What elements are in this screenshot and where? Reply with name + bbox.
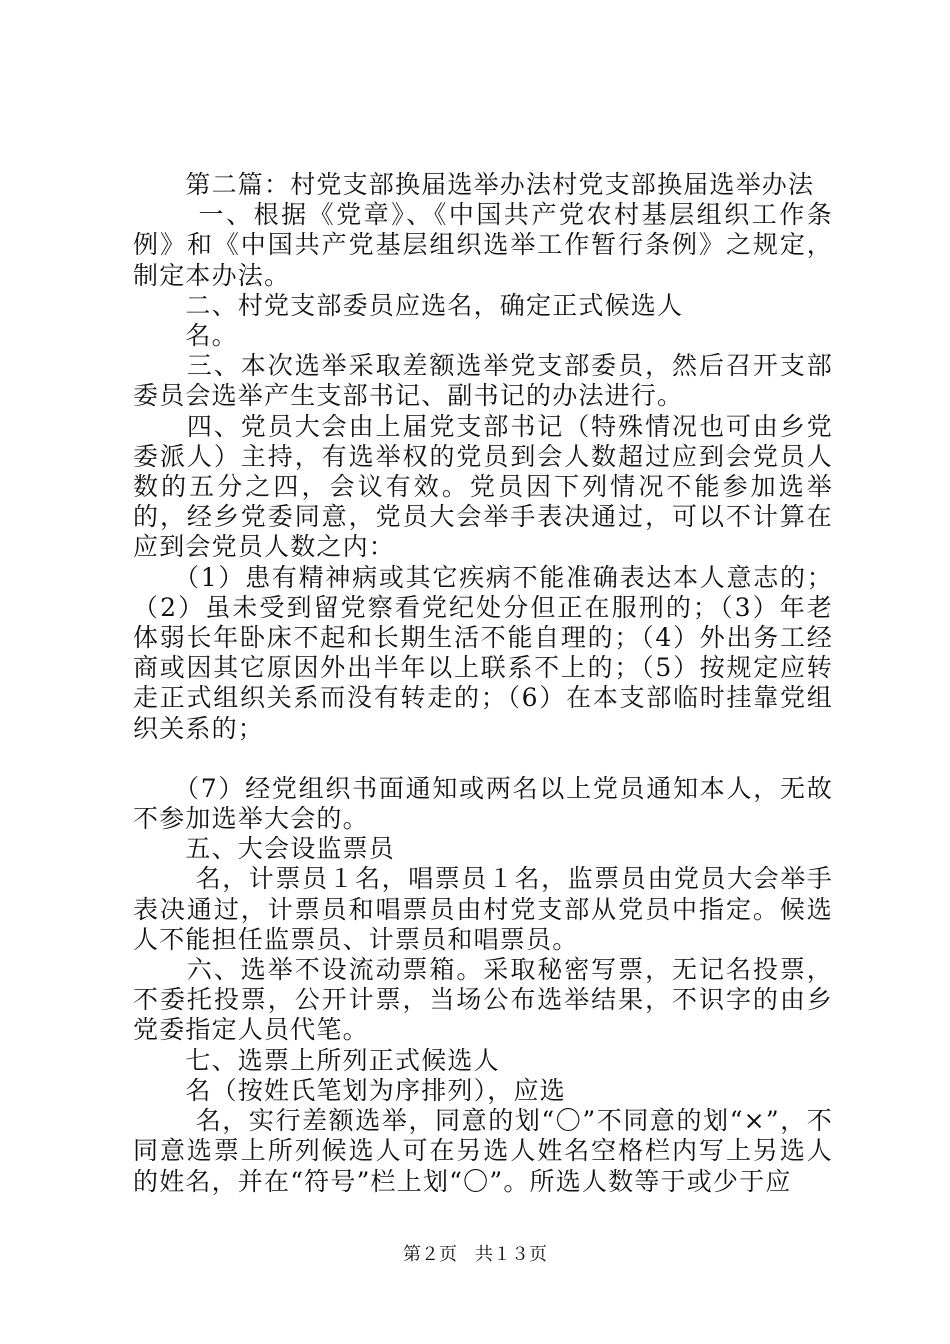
paragraph: 四、党员大会由上届党支部书记（特殊情况也可由乡党委派人）主持，有选举权的党员到会人数超过应到会党员人数的五分之四，会议有效。党员因下列情况不能参加选举的，经乡党委同意，党员大会举手表决通过，可以不计算在应到会党员人数之内： xyxy=(133,411,833,562)
paragraph: （1）患有精神病或其它疾病不能准确表达本人意志的；（2）虽未受到留党察看党纪处分但正在服刑的；（3）年老体弱长年卧床不起和长期生活不能自理的；（4）外出务工经商或因其它原因外出半年以上联系不上的；（5）按规定应转走正式组织关系而没有转走的；（6）在本支部临时挂靠党组织关系的； xyxy=(133,562,833,743)
paragraph: 名。 xyxy=(133,321,238,351)
paragraph: 二、村党支部委员应选名，确定正式候选人 xyxy=(133,290,684,320)
document-body xyxy=(133,170,833,1197)
heading-paragraph: 第二篇：村党支部换届选举办法村党支部换届选举办法 xyxy=(133,170,815,199)
paragraph: 名，实行差额选举，同意的划“〇”不同意的划“×”，不同意选票上所列候选人可在另选人姓名空格栏内写上另选人的姓名，并在“符号”栏上划“〇”。所选人数等于或少于应 xyxy=(133,1106,833,1196)
paragraph: 六、选举不设流动票箱。采取秘密写票，无记名投票，不委托投票，公开计票，当场公布选举结果，不识字的由乡党委指定人员代笔。 xyxy=(133,955,833,1045)
page-footer: 第２页 共１３页 xyxy=(403,1244,547,1265)
paragraph-gap xyxy=(133,744,833,774)
paragraph: 名（按姓氏笔划为序排列），应选 xyxy=(133,1075,566,1105)
paragraph: 五、大会设监票员 xyxy=(133,834,396,864)
paragraph: 一、根据《党章》、《中国共产党农村基层组织工作条例》和《中国共产党基层组织选举工作暂行条例》之规定，制定本办法。 xyxy=(133,200,833,290)
paragraph: （7）经党组织书面通知或两名以上党员通知本人，无故不参加选举大会的。 xyxy=(133,773,833,834)
paragraph: 三、本次选举采取差额选举党支部委员，然后召开支部委员会选举产生支部书记、副书记的办法进行。 xyxy=(133,351,833,411)
paragraph: 名，计票员１名，唱票员１名，监票员由党员大会举手表决通过，计票员和唱票员由村党支部从党员中指定。候选人不能担任监票员、计票员和唱票员。 xyxy=(133,864,833,954)
paragraph: 七、选票上所列正式候选人 xyxy=(133,1045,500,1075)
